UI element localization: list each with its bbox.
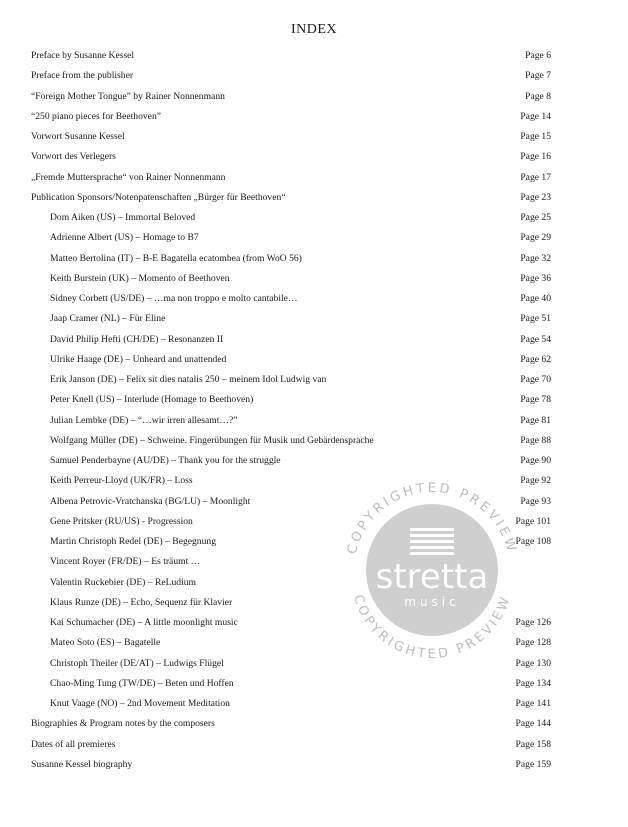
toc-entry — [31, 678, 551, 698]
watermark-ring-top: COPYRIGHTED PREVIEW — [344, 480, 520, 556]
toc-entry — [31, 293, 551, 313]
watermark-subbrand: music — [404, 595, 460, 609]
toc-entry-page: Page 32 — [520, 252, 551, 264]
toc-entry-title: Erik Janson (DE) – Felix sit dies natalis 250 – meinem Idol Ludwig van — [50, 374, 327, 385]
page-title: INDEX — [290, 22, 338, 37]
toc-entry-title: Albena Petrovic-Vratchanska (BG/LU) – Moonlight — [50, 495, 251, 507]
toc-entry — [31, 759, 551, 779]
toc-entry — [31, 334, 551, 354]
toc-entry-page: Page 6 — [525, 50, 551, 61]
toc-entry — [31, 192, 551, 212]
toc-entry-page: Page 62 — [520, 353, 551, 365]
toc-entry-page: Page 108 — [515, 536, 551, 547]
toc-entry-page: Page 17 — [520, 171, 551, 183]
toc-entry — [31, 435, 551, 455]
toc-entry-title: Julian Lembke (DE) – “…wir irren allesamt…?” — [50, 414, 238, 426]
toc-entry — [31, 253, 551, 273]
toc-entry — [31, 374, 551, 394]
toc-entry-page: Page 141 — [515, 698, 551, 709]
toc-entry — [31, 394, 551, 414]
toc-entry-page: Page 128 — [515, 637, 551, 649]
toc-entry — [31, 131, 551, 151]
toc-entry-page: Page 54 — [520, 333, 551, 345]
toc-entry-title: Vorwort Susanne Kessel — [31, 131, 125, 142]
toc-entry-page: Page 16 — [520, 151, 551, 163]
toc-entry-title: Knut Vaage (NO) – 2nd Movement Meditation — [50, 698, 230, 709]
toc-entry-title: Mateo Soto (ES) – Bagatelle — [50, 637, 161, 649]
toc-entry — [31, 212, 551, 232]
toc-entry-page: Page 51 — [520, 313, 551, 325]
toc-entry — [31, 313, 551, 333]
toc-entry-title: Dom Aiken (US) – Immortal Beloved — [50, 212, 196, 223]
toc-entry — [31, 172, 551, 192]
toc-entry-title: Vincent Royer (FR/DE) – Es träumt … — [50, 556, 201, 568]
toc-entry — [31, 232, 551, 252]
toc-entry — [31, 273, 551, 293]
toc-entry-title: Chao-Ming Tung (TW/DE) – Beten und Hoffen — [50, 677, 234, 689]
toc-entry — [31, 718, 551, 738]
toc-entry-title: Keith Burstein (UK) – Momento of Beethoven — [50, 272, 230, 284]
toc-entry-title: „Fremde Muttersprache“ von Rainer Nonnenmann — [31, 171, 226, 183]
stretta-watermark — [322, 460, 542, 680]
toc-entry-title: Susanne Kessel biography — [31, 758, 133, 770]
toc-entry-page: Page 158 — [515, 738, 551, 750]
toc-entry-title: Publication Sponsors/Notenpatenschaften „Bürger für Beethoven“ — [31, 191, 286, 203]
toc-entry-page: Page 14 — [520, 110, 551, 122]
toc-entry-title: “Foreign Mother Tongue” by Rainer Nonnenmann — [31, 90, 225, 102]
toc-entry-title: Samuel Penderbayne (AU/DE) – Thank you for the struggle — [50, 455, 281, 466]
toc-entry-title: Christoph Theiler (DE/AT) – Ludwigs Flügel — [50, 657, 224, 669]
toc-entry-page: Page 25 — [520, 212, 551, 223]
toc-entry-title: Biographies & Program notes by the composers — [31, 718, 215, 730]
toc-entry-title: Ulrike Haage (DE) – Unheard and unattended — [50, 353, 227, 365]
toc-entry-title: Valentin Ruckebier (DE) – ReLudium — [50, 576, 196, 588]
toc-entry — [31, 70, 551, 90]
toc-entry-title: Kai Schumacher (DE) – A little moonlight music — [50, 617, 238, 628]
toc-entry-title: Martin Christoph Redel (DE) – Begegnung — [50, 536, 216, 547]
toc-entry-title: Preface from the publisher — [31, 70, 134, 82]
toc-entry-page: Page 29 — [520, 232, 551, 244]
toc-entry-page: Page 8 — [525, 90, 551, 102]
toc-entry-title: Matteo Bertolina (IT) – B-E Bagatella ecatombea (from WoO 56) — [50, 252, 302, 264]
toc-entry — [31, 698, 551, 718]
toc-entry — [31, 91, 551, 111]
toc-entry-page: Page 40 — [520, 293, 551, 304]
toc-entry — [31, 151, 551, 171]
toc-entry-page: Page 88 — [520, 434, 551, 446]
toc-entry-title: Dates of all premieres — [31, 738, 116, 750]
toc-entry-page: Page 126 — [515, 617, 551, 628]
toc-entry-title: Gene Pritsker (RU/US) - Progression — [50, 515, 193, 527]
toc-entry-page: Page 7 — [525, 70, 551, 82]
toc-entry-page: Page 90 — [520, 455, 551, 466]
toc-entry-title: Adrienne Albert (US) – Homage to B7 — [50, 232, 199, 244]
toc-entry-page: Page 144 — [515, 718, 551, 730]
toc-entry-page: Page 93 — [520, 495, 551, 507]
toc-entry-title: Jaap Cramer (NL) – Für Eline — [50, 313, 166, 325]
toc-entry — [31, 739, 551, 759]
toc-entry-page: Page 81 — [520, 414, 551, 426]
toc-entry — [31, 111, 551, 131]
toc-entry-title: Sidney Corbett (US/DE) – …ma non troppo e molto cantabile… — [50, 293, 298, 304]
toc-entry — [31, 50, 551, 70]
watermark-brand: stretta — [375, 557, 489, 597]
toc-entry-page: Page 70 — [520, 374, 551, 385]
toc-entry-title: Peter Knell (US) – Interlude (Homage to Beethoven) — [50, 394, 254, 406]
toc-entry-title: David Philip Hefti (CH/DE) – Resonanzen II — [50, 333, 224, 345]
toc-entry-page: Page 159 — [515, 758, 551, 770]
toc-entry — [31, 415, 551, 435]
watermark-ring-bottom: COPYRIGHTED PREVIEW — [350, 592, 515, 663]
toc-entry-page: Page 92 — [520, 475, 551, 487]
toc-entry-page: Page 134 — [515, 677, 551, 689]
toc-entry-title: Vorwort des Verlegers — [31, 151, 116, 163]
toc-entry-title: Preface by Susanne Kessel — [31, 50, 135, 61]
toc-entry-title: Klaus Runze (DE) – Echo, Sequenz für Klavier — [50, 596, 233, 608]
toc-entry-page: Page 130 — [515, 657, 551, 669]
toc-entry-page: Page 101 — [515, 515, 551, 527]
toc-entry-title: Wolfgang Müller (DE) – Schweine. Fingerübungen für Musik und Gebärdensprache — [50, 434, 374, 446]
toc-entry-page: Page 15 — [520, 131, 551, 142]
toc-entry-title: Keith Perreur-Lloyd (UK/FR) – Loss — [50, 475, 193, 487]
toc-entry-page: Page 23 — [520, 191, 551, 203]
toc-entry-title: “250 piano pieces for Beethoven” — [31, 110, 161, 122]
toc-entry — [31, 354, 551, 374]
toc-entry-page: Page 78 — [520, 394, 551, 406]
toc-entry-page: Page 36 — [520, 272, 551, 284]
